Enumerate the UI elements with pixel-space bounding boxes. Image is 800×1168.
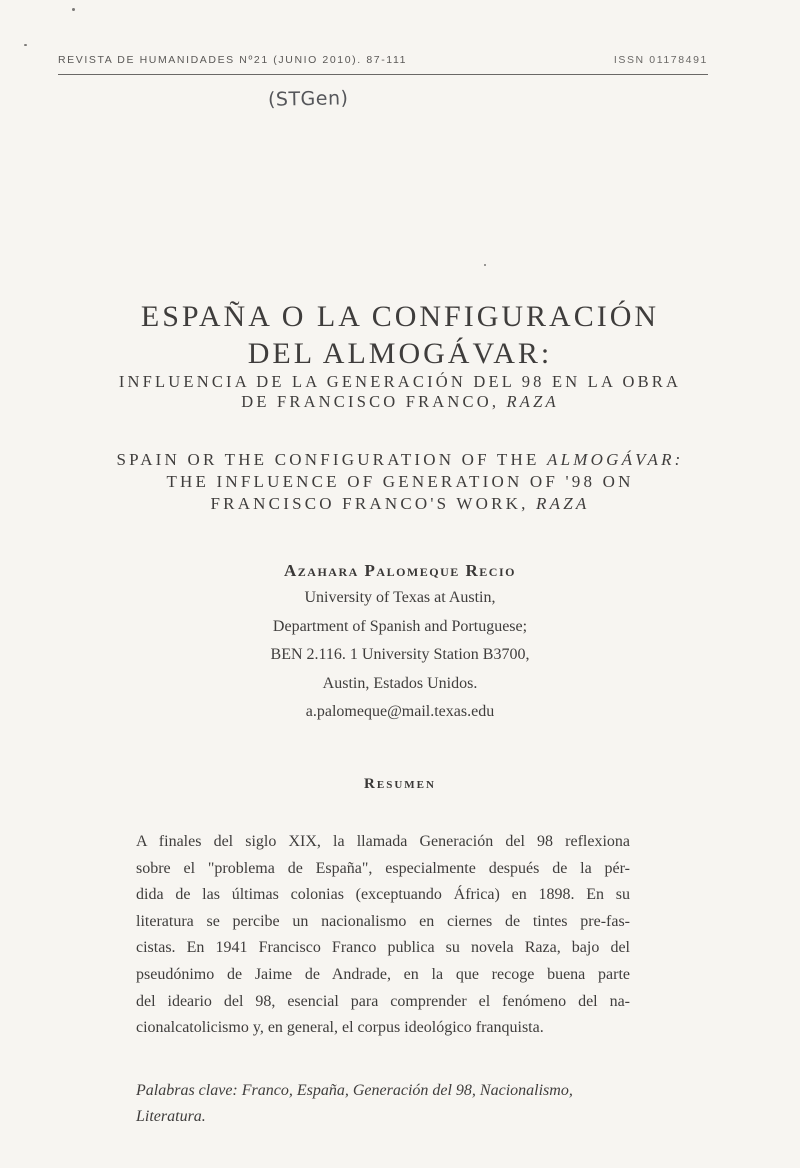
title-line-2: DEL ALMOGÁVAR: [247,337,553,370]
keywords-line-2: Literatura. [136,1108,206,1125]
affiliation-line: University of Texas at Austin, [304,589,496,606]
scan-speck [24,44,27,46]
abstract-line: cionalcatolicismo y, en general, el corpus ideológico franquista. [136,1019,544,1037]
keywords-list: Franco, España, Generación del 98, Nacionalismo, [237,1082,573,1099]
en-title-line-2: THE INFLUENCE OF GENERATION OF '98 ON [166,472,634,491]
subtitle-line-2-italic: RAZA [506,392,559,411]
affiliation-line: BEN 2.116. 1 University Station B3700, [270,646,530,663]
abstract-line: dida de las últimas colonias (exceptuando África) en 1898. En su [136,886,630,904]
subtitle-line-1: INFLUENCIA DE LA GENERACIÓN DEL 98 EN LA OBRA [118,372,682,391]
journal-header [58,52,708,75]
en-title-line-1-italic: ALMOGÁVAR: [547,450,684,469]
keywords-line-1 [136,1078,630,1104]
abstract-line: del ideario del 98, esencial para comprender el fenómeno del na- [136,992,630,1010]
en-title-line-3-italic: RAZA [536,494,590,513]
author-name: Azahara Palomeque Recio [284,561,516,580]
abstract-line: literatura se percibe un nacionalismo en ciernes de tintes pre-fas- [136,912,630,930]
journal-citation: REVISTA DE HUMANIDADES Nº21 (JUNIO 2010). 87-111 [58,54,408,66]
abstract-line: sobre el "problema de España", especialmente después de la pér- [136,859,630,877]
author-email: a.palomeque@mail.texas.edu [305,703,495,720]
subtitle-line-2 [50,392,750,412]
abstract-body [136,829,630,1042]
keywords-label: Palabras clave: [136,1082,238,1099]
keywords [136,1078,630,1130]
issn-number: ISSN 01178491 [613,54,708,66]
abstract-heading: Resumen [364,776,436,792]
title-line-1: ESPAÑA O LA CONFIGURACIÓN [140,300,660,333]
affiliation-line: Department of Spanish and Portuguese; [272,617,528,635]
abstract-line: A finales del siglo XIX, la llamada Generación del 98 reflexiona [136,833,630,850]
scan-speck [72,8,75,11]
affiliation-line: Austin, Estados Unidos. [322,674,478,692]
subtitle-line-2-text: DE FRANCISCO FRANCO, [241,392,507,411]
en-title-line-3-text: FRANCISCO FRANCO'S WORK, [210,494,537,513]
abstract-line: cistas. En 1941 Francisco Franco publica su novela Raza, bajo del [136,939,630,957]
english-title [50,449,750,515]
en-title-line-1 [50,449,750,471]
spanish-title [50,298,750,412]
en-title-line-3 [50,493,750,515]
handwritten-annotation: (STGen) [267,87,349,111]
author-block [100,558,700,727]
en-title-line-1-text: SPAIN OR THE CONFIGURATION OF THE [116,450,548,469]
scan-speck [484,264,486,266]
abstract-line: pseudónimo de Jaime de Andrade, en la que recoge buena parte [136,965,630,983]
